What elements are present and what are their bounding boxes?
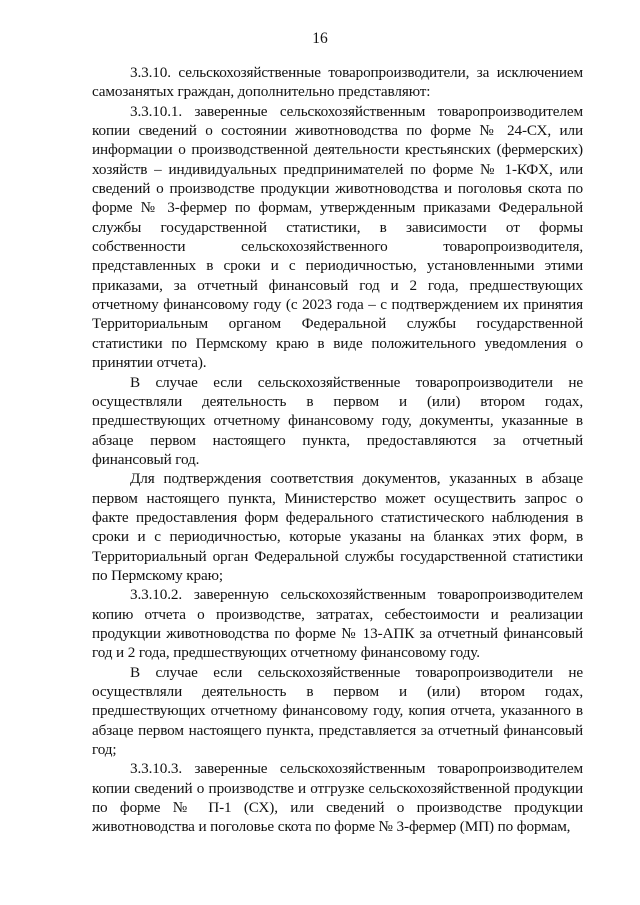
paragraph-ministry-request: Для подтверждения соответствия документов, указанных в абзаце первом настоящего пункта, Министерство может осуществить запрос о факте предоставления форм федерального статистического наблюдения в сроки и с периодичностью, которые указаны на бланках этих форм, в Территориальный орган Федеральной службы государственной статистики по Пермскому краю; [92,470,583,584]
paragraph-report-copy-note: В случае если сельскохозяйственные товаропроизводители не осуществляли деятельность в первом и (или) втором годах, предшествующих отчетному финансовому году, копия отчета, указанного в абзаце первом настоящего пункта, представляется за отчетный финансовый год; [92,663,583,759]
paragraph-3-3-10-2: 3.3.10.2. заверенную сельскохозяйственным товаропроизводителем копию отчета о производстве, затратах, себестоимости и реализации продукции животноводства по форме № 13-АПК за отчетный финансовый год и 2 года, предшествующих отчетному финансовому году. [92,586,583,662]
paragraph-3-3-10-3: 3.3.10.3. заверенные сельскохозяйственным товаропроизводителем копии сведений о производстве и отгрузке сельскохозяйственной продукции по форме № П-1 (СХ), или сведений о производстве продукции животноводства и поголовье скота по форме № 3-фермер (МП) по формам, [92,760,583,836]
paragraph-3-3-10: 3.3.10. сельскохозяйственные товаропроизводители, за исключением самозанятых граждан, дополнительно представляют: [92,64,583,101]
paragraph-3-3-10-1: 3.3.10.1. заверенные сельскохозяйственным товаропроизводителем копии сведений о состоянии животноводства по форме № 24-СХ, или информации о производственной деятельности крестьянских (фермерских) хозяйств – индивидуальных предпринимателей по форме № 1-КФХ, или сведений о производстве продукции животноводства и поголовья скота по форме № 3-фермер по формам, утвержденным приказами Федеральной службы государственной статистики, в зависимости от формы собственности сельскохозяйственного товаропроизводителя, представленных в сроки и с периодичностью, установленными этими приказами, за отчетный финансовый год и 2 года, предшествующих отчетному финансовому году (с 2023 года – с подтверждением их принятия Территориальным органом Федеральной службы государственной статистики по Пермскому краю в виде положительного уведомления о принятии отчета). [92,102,583,372]
paragraph-first-second-year-note: В случае если сельскохозяйственные товаропроизводители не осуществляли деятельность в первом и (или) втором годах, предшествующих отчетному финансовому году, документы, указанные в абзаце первом настоящего пункта, предоставляются за отчетный финансовый год. [92,373,583,468]
page-number: 16 [312,30,328,47]
document-body [92,63,583,837]
